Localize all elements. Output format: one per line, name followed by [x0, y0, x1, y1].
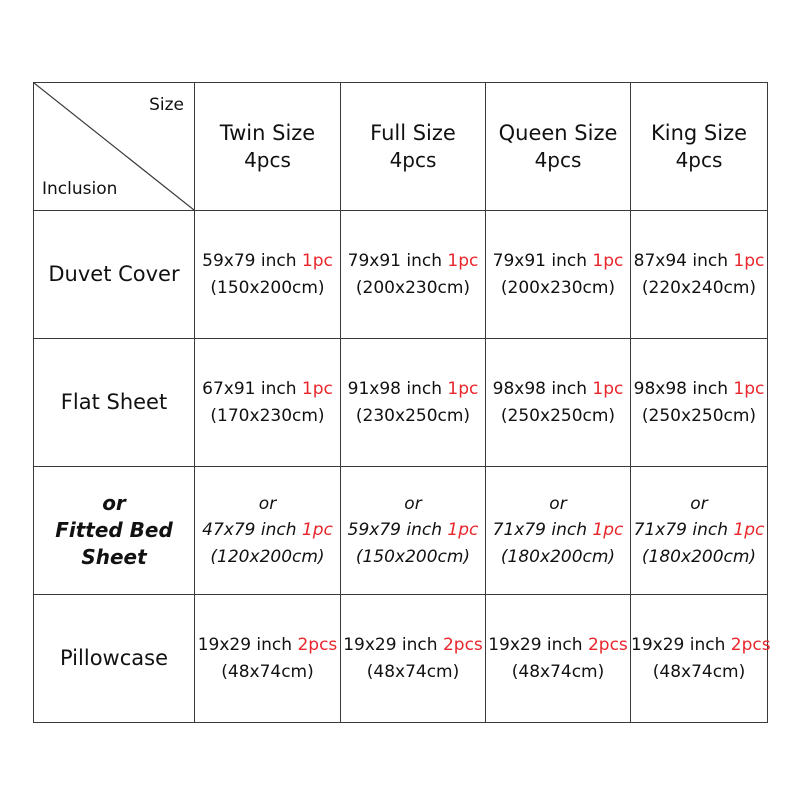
table-row-fitted-bed-sheet: [34, 467, 768, 595]
cell-duvet-full: [341, 211, 486, 339]
cell-dimensions-inch: 87x94 inch 1pc: [633, 251, 765, 272]
table-row-duvet-cover: [34, 211, 768, 339]
corner-inclusion-label: Inclusion: [42, 179, 118, 199]
corner-size-label: Size: [149, 95, 184, 115]
row-label-line1: or: [102, 491, 126, 515]
cell-quantity: 1pc: [301, 251, 333, 272]
cell-dimensions-cm: (250x250cm): [500, 405, 616, 426]
cell-dimensions-cm: (220x240cm): [641, 277, 757, 298]
cell-quantity: 1pc: [592, 520, 624, 541]
cell-dimensions-inch: 47x79 inch 1pc: [202, 520, 333, 541]
cell-dimensions-inch: 71x79 inch 1pc: [633, 520, 765, 541]
cell-dimensions-inch: 79x91 inch 1pc: [492, 251, 624, 272]
cell-dimensions-cm: (150x200cm): [210, 277, 325, 298]
cell-dimensions-cm: (230x250cm): [355, 405, 471, 426]
column-header-title: Full Size: [370, 120, 456, 145]
cell-duvet-queen: [486, 211, 631, 339]
bedding-size-table: [33, 82, 771, 723]
cell-or-label: or: [258, 493, 277, 514]
cell-or-label: or: [549, 493, 567, 514]
cell-dimensions-cm: (200x230cm): [355, 277, 471, 298]
cell-quantity: 1pc: [733, 520, 765, 541]
cell-quantity: 1pc: [447, 379, 479, 400]
cell-dimensions-inch: 59x79 inch 1pc: [347, 520, 479, 541]
cell-quantity: 1pc: [301, 379, 333, 400]
cell-dimensions-cm: (200x230cm): [500, 277, 616, 298]
cell-or-label: or: [404, 493, 422, 514]
column-header-pieces: 4pcs: [389, 148, 437, 173]
cell-quantity: 2pcs: [442, 635, 483, 656]
cell-dimensions-inch: 98x98 inch 1pc: [633, 379, 765, 400]
cell-fitted-twin: [195, 467, 341, 595]
cell-dimensions-cm: (48x74cm): [221, 661, 314, 682]
column-header-title: King Size: [650, 120, 748, 145]
cell-dimensions-inch: 19x29 inch 2pcs: [197, 635, 338, 656]
cell-quantity: 1pc: [733, 379, 765, 400]
cell-dimensions-cm: (250x250cm): [641, 405, 757, 426]
row-label-pillowcase: Pillowcase: [34, 595, 195, 723]
cell-flat-full: [341, 339, 486, 467]
cell-dimensions-cm: (170x230cm): [210, 405, 325, 426]
column-header-title: Twin Size: [219, 120, 316, 145]
cell-dimensions-inch: 79x91 inch 1pc: [347, 251, 479, 272]
cell-pillowcase-full: [341, 595, 486, 723]
cell-flat-queen: [486, 339, 631, 467]
row-label-line2: Fitted Bed: [55, 518, 173, 542]
column-header-pieces: 4pcs: [675, 148, 723, 173]
row-label-duvet-cover: Duvet Cover: [34, 211, 195, 339]
cell-pillowcase-queen: [486, 595, 631, 723]
cell-flat-king: [631, 339, 768, 467]
column-header-pieces: 4pcs: [534, 148, 582, 173]
cell-dimensions-inch: 91x98 inch 1pc: [347, 379, 479, 400]
column-header-king: [631, 83, 768, 211]
cell-dimensions-inch: 19x29 inch 2pcs: [631, 635, 771, 656]
cell-fitted-queen: [486, 467, 631, 595]
cell-pillowcase-twin: [195, 595, 341, 723]
column-header-queen: [486, 83, 631, 211]
column-header-title: Queen Size: [498, 120, 618, 145]
cell-pillowcase-king: [631, 595, 771, 723]
cell-quantity: 1pc: [447, 520, 479, 541]
cell-dimensions-inch: 71x79 inch 1pc: [492, 520, 624, 541]
cell-dimensions-inch: 59x79 inch 1pc: [202, 251, 333, 272]
cell-dimensions-cm: (120x200cm): [210, 546, 325, 567]
cell-or-label: or: [690, 493, 708, 514]
cell-duvet-king: [631, 211, 768, 339]
column-header-twin: [195, 83, 341, 211]
row-label-fitted-bed-sheet: [34, 467, 195, 595]
cell-flat-twin: [195, 339, 341, 467]
column-header-full: [341, 83, 486, 211]
cell-fitted-king: [631, 467, 768, 595]
table-row-flat-sheet: [34, 339, 768, 467]
cell-quantity: 1pc: [447, 251, 479, 272]
cell-dimensions-cm: (180x200cm): [500, 546, 616, 567]
cell-quantity: 2pcs: [587, 635, 628, 656]
cell-dimensions-inch: 19x29 inch 2pcs: [488, 635, 628, 656]
column-header-pieces: 4pcs: [244, 148, 291, 173]
cell-quantity: 1pc: [592, 379, 624, 400]
row-label-flat-sheet: Flat Sheet: [34, 339, 195, 467]
cell-duvet-twin: [195, 211, 341, 339]
cell-dimensions-inch: 19x29 inch 2pcs: [343, 635, 483, 656]
cell-quantity: 1pc: [733, 251, 765, 272]
cell-dimensions-cm: (180x200cm): [641, 546, 757, 567]
cell-dimensions-cm: (48x74cm): [366, 661, 460, 682]
cell-dimensions-inch: 67x91 inch 1pc: [202, 379, 333, 400]
cell-quantity: 2pcs: [730, 635, 771, 656]
cell-fitted-full: [341, 467, 486, 595]
table-header-row: [34, 83, 768, 211]
table-row-pillowcase: [34, 595, 768, 723]
cell-quantity: 1pc: [592, 251, 624, 272]
cell-dimensions-inch: 98x98 inch 1pc: [492, 379, 624, 400]
cell-dimensions-cm: (150x200cm): [355, 546, 471, 567]
cell-quantity: 2pcs: [297, 635, 338, 656]
corner-header-cell: [34, 83, 195, 211]
cell-dimensions-cm: (48x74cm): [652, 661, 746, 682]
cell-quantity: 1pc: [301, 520, 333, 541]
cell-dimensions-cm: (48x74cm): [511, 661, 605, 682]
row-label-line3: Sheet: [81, 545, 147, 569]
